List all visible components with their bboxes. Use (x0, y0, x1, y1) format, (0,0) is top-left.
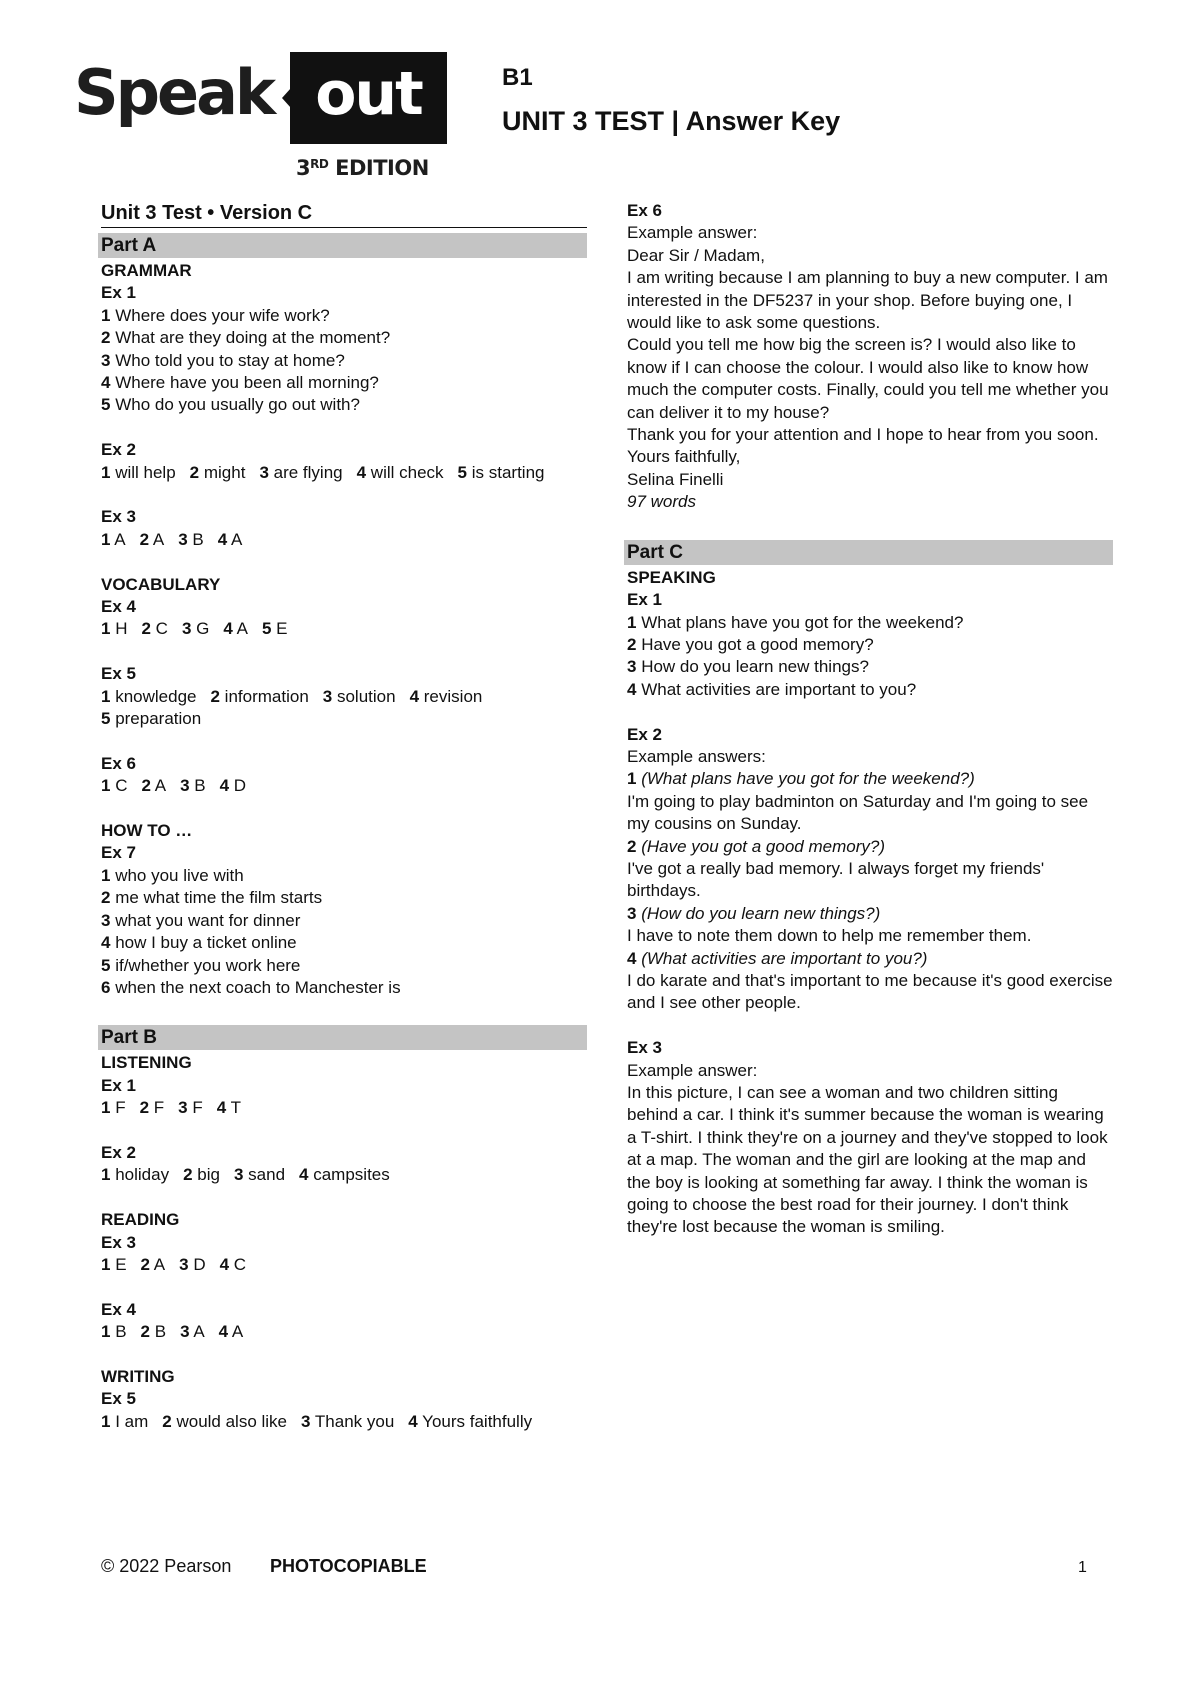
part-a-heading: Part A (98, 233, 587, 258)
question-line: 3 (How do you learn new things?) (627, 903, 881, 923)
ex-heading: Ex 1 (101, 283, 136, 303)
answer-item: 1 F (101, 1098, 126, 1118)
vocabulary-heading: VOCABULARY (101, 574, 221, 594)
answer-item: 2 A (140, 1254, 166, 1274)
answer-item: 5 is starting (457, 462, 545, 482)
answer-item: 2 B (140, 1322, 167, 1342)
answer-item: 1 knowledge (101, 686, 197, 706)
ex-heading: Ex 3 (101, 1232, 136, 1252)
answer-line: 3 Who told you to stay at home? (101, 350, 345, 370)
answer-item: 1 I am (101, 1411, 149, 1431)
answer-item: 4 will check (356, 462, 444, 482)
answer-item: 4 A (223, 619, 248, 639)
answer-list (627, 612, 1113, 702)
logo-out-box (290, 52, 447, 144)
answer-row (101, 618, 587, 640)
answer-row (101, 686, 587, 708)
answer-line: 2 What are they doing at the moment? (101, 328, 391, 348)
ex-heading: Ex 2 (101, 1142, 136, 1162)
answer-item: 1 E (101, 1254, 127, 1274)
level-heading: B1 (502, 64, 533, 91)
answer-item: 3 Thank you (301, 1411, 395, 1431)
photocopiable-label: PHOTOCOPIABLE (270, 1556, 427, 1576)
answer-row (101, 1411, 587, 1433)
answer-text: I have to note them down to help me remember them. (627, 926, 1032, 946)
answer-line: 2 me what time the film starts (101, 888, 323, 908)
answer-line: 1 What plans have you got for the weekend? (627, 612, 964, 632)
letter-signature: Selina Finelli (627, 469, 724, 489)
listening-heading: LISTENING (101, 1053, 192, 1073)
page-title: UNIT 3 TEST | Answer Key (502, 106, 841, 136)
qa-list (627, 768, 1113, 1014)
answer-item: 3 B (178, 529, 204, 549)
answer-item: 4 A (218, 1322, 244, 1342)
grammar-heading: GRAMMAR (101, 261, 192, 280)
answer-row (101, 1097, 587, 1119)
left-column (101, 200, 587, 1433)
answer-line: 2 Have you got a good memory? (627, 634, 874, 654)
answer-row (101, 529, 587, 551)
answer-line: 4 how I buy a ticket online (101, 933, 297, 953)
example-intro: Example answer: (627, 1060, 758, 1080)
answer-item: 5 E (261, 619, 288, 639)
answer-text: I do karate and that's important to me because it's good exercise and I see other people. (627, 970, 1113, 1013)
letter-greeting: Dear Sir / Madam, (627, 245, 765, 265)
answer-item: 3 F (178, 1098, 203, 1118)
answer-item: 1 A (101, 529, 126, 549)
copyright: © 2022 Pearson (101, 1556, 232, 1576)
answer-line: 3 How do you learn new things? (627, 657, 869, 677)
answer-item: 1 B (101, 1322, 127, 1342)
answer-item: 4 A (217, 529, 243, 549)
answer-line: 4 What activities are important to you? (627, 679, 917, 699)
answer-item: 4 Yours faithfully (408, 1411, 533, 1431)
answer-item: 1 H (101, 619, 128, 639)
answer-item: 4 T (216, 1098, 242, 1118)
right-column (627, 200, 1113, 1239)
logo-speak-text: Speak (74, 56, 274, 129)
letter-paragraph: I am writing because I am planning to buy a new computer. I am interested in the DF5237 in your shop. Before buying one, I would like to ask some questions. (627, 268, 1108, 333)
test-version-title: Unit 3 Test • Version C (101, 200, 587, 228)
answer-line: 1 who you live with (101, 865, 244, 885)
part-c-heading: Part C (624, 540, 1113, 565)
answer-item: 1 holiday (101, 1165, 170, 1185)
answer-text: I'm going to play badminton on Saturday and I'm going to see my cousins on Sunday. (627, 791, 1089, 834)
ex-heading: Ex 1 (101, 1075, 136, 1095)
answer-item: 2 F (139, 1098, 165, 1118)
speakout-logo (74, 52, 446, 182)
answer-item: 2 would also like (162, 1411, 288, 1431)
letter-paragraph: Could you tell me how big the screen is? I would also like to know if I can choose the colour. I would also like to know how much the computer costs. Finally, could you tell me whether you can deliver it to my house? (627, 335, 1109, 422)
ex-heading: Ex 3 (627, 1038, 662, 1058)
question-line: 1 (What plans have you got for the weekend?) (627, 769, 975, 789)
reading-heading: READING (101, 1210, 180, 1230)
ex-heading: Ex 6 (101, 753, 136, 773)
answer-item: 3 G (181, 619, 210, 639)
answer-item: 1 will help (101, 462, 176, 482)
answer-list (101, 865, 587, 999)
logo-out-text: out (315, 59, 422, 129)
ex-heading: Ex 5 (101, 1389, 136, 1409)
answer-item: 2 A (141, 776, 167, 796)
answer-line: 6 when the next coach to Manchester is (101, 977, 401, 997)
answer-item: 2 might (189, 462, 246, 482)
ex-heading: Ex 5 (101, 664, 136, 684)
answer-item: 3 are flying (259, 462, 343, 482)
answer-text: I've got a really bad memory. I always forget my friends' birthdays. (627, 858, 1045, 901)
answer-item: 4 D (219, 776, 247, 796)
letter-close: Yours faithfully, (627, 447, 741, 467)
example-intro: Example answers: (627, 746, 766, 766)
example-intro: Example answer: (627, 223, 758, 243)
ex-heading: Ex 3 (101, 507, 136, 527)
writing-heading: WRITING (101, 1366, 175, 1386)
answer-item: 2 C (141, 619, 168, 639)
question-line: 4 (What activities are important to you?) (627, 948, 928, 968)
ex-heading: Ex 1 (627, 590, 662, 610)
speaking-heading: SPEAKING (627, 567, 716, 587)
ex-heading: Ex 2 (627, 724, 662, 744)
answer-line: 5 Who do you usually go out with? (101, 395, 360, 415)
how-to-heading: HOW TO … (101, 821, 193, 841)
answer-item: 2 information (210, 686, 309, 706)
answer-item: 3 solution (322, 686, 396, 706)
answer-item: 2 big (183, 1165, 220, 1185)
answer-item: 3 sand (233, 1165, 286, 1185)
answer-item: 4 C (219, 1254, 247, 1274)
ex-heading: Ex 6 (627, 201, 662, 220)
answer-item: 3 B (180, 776, 206, 796)
answer-row (101, 462, 587, 484)
answer-list (101, 305, 587, 417)
answer-item: 4 campsites (299, 1165, 390, 1185)
ex-heading: Ex 7 (101, 843, 136, 863)
ex-heading: Ex 4 (101, 597, 136, 617)
page-number: 1 (1078, 1559, 1087, 1576)
answer-item: 2 A (139, 529, 165, 549)
answer-item: 4 revision (409, 686, 483, 706)
word-count: 97 words (627, 492, 696, 512)
ex-heading: Ex 2 (101, 440, 136, 460)
answer-row (101, 1321, 587, 1343)
picture-description: In this picture, I can see a woman and two children sitting behind a car. I think it's summer because the woman is wearing a T-shirt. I think they're on a journey and they've stopped to look at a map. The woman and the girl are looking at the map and the boy is looking at something far away. I think the woman is going to choose the best road for their journey. I don't think they're lost because the woman is smiling. (627, 1083, 1108, 1237)
ex-heading: Ex 4 (101, 1299, 136, 1319)
answer-item: 3 D (179, 1254, 206, 1274)
answer-line: 5 preparation (101, 709, 202, 729)
answer-row (101, 1164, 587, 1186)
answer-row (101, 775, 587, 797)
answer-line: 5 if/whether you work here (101, 955, 301, 975)
question-line: 2 (Have you got a good memory?) (627, 836, 885, 856)
answer-item: 1 C (101, 776, 128, 796)
answer-line: 1 Where does your wife work? (101, 305, 330, 325)
logo-edition: 3RD EDITION (296, 156, 429, 180)
answer-line: 4 Where have you been all morning? (101, 373, 379, 393)
letter-paragraph: Thank you for your attention and I hope to hear from you soon. (627, 425, 1099, 445)
part-b-heading: Part B (98, 1025, 587, 1050)
answer-item: 3 A (180, 1322, 205, 1342)
answer-row (101, 1254, 587, 1276)
answer-line: 3 what you want for dinner (101, 910, 301, 930)
